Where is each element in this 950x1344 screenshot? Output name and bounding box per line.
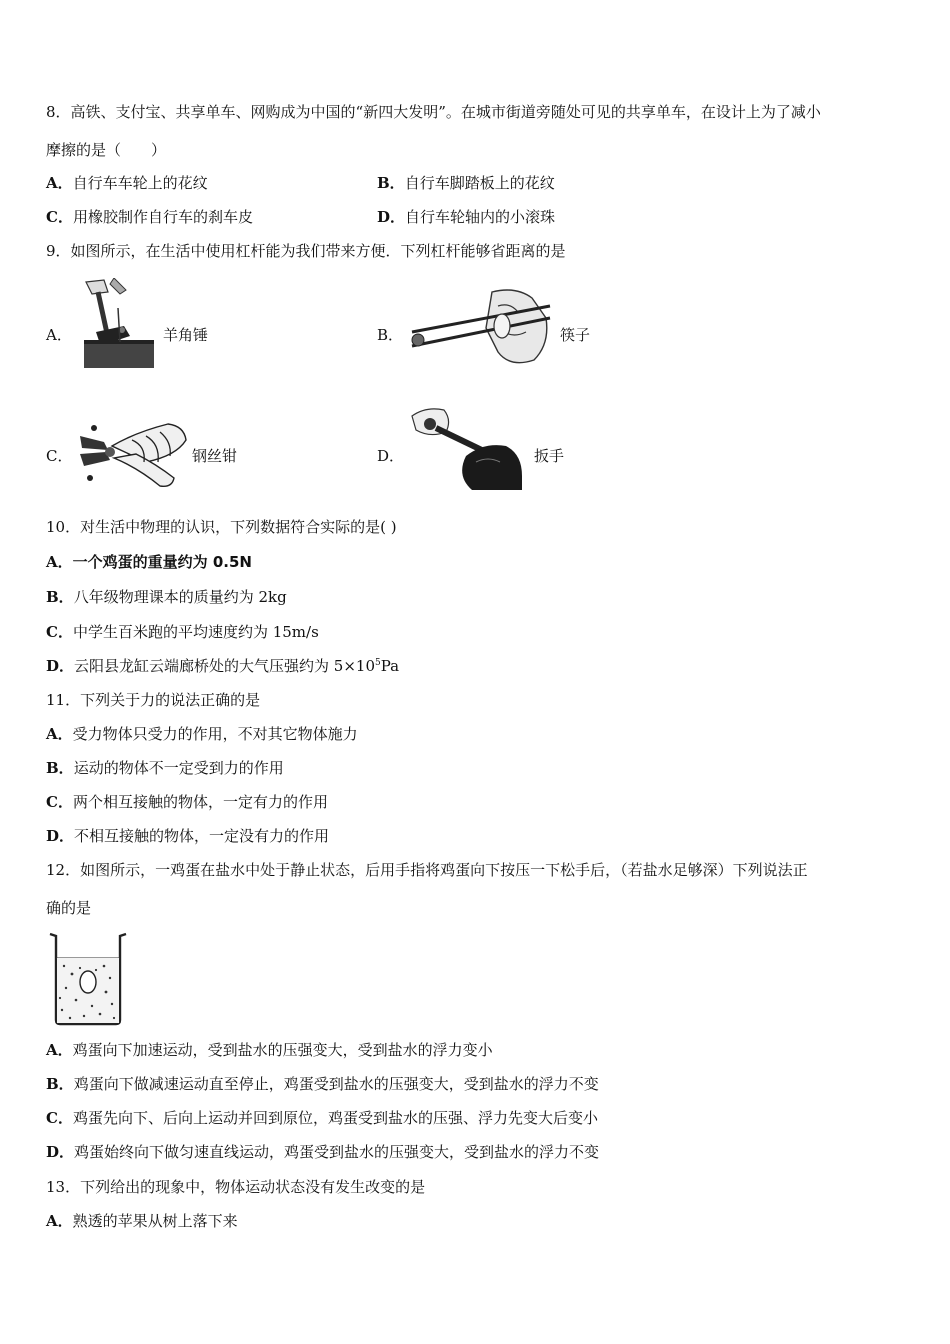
q12-option-c: [46, 1108, 598, 1128]
q12-option-d: [46, 1142, 599, 1162]
option-label: B．: [377, 174, 405, 192]
option-text: 不相互接触的物体，一定没有力的作用: [74, 827, 330, 845]
q9-option-b-text: 筷子: [560, 326, 591, 344]
option-label: D．: [46, 827, 75, 845]
q10-option-c: [46, 622, 319, 642]
q11-stem: 11．下列关于力的说法正确的是: [46, 691, 261, 709]
q10-stem: 10．对生活中物理的认识，下列数据符合实际的是( ): [46, 518, 397, 536]
option-text: 鸡蛋始终向下做匀速直线运动，鸡蛋受到盐水的压强变大，受到盐水的浮力不变: [74, 1143, 600, 1161]
option-text: 两个相互接触的物体，一定有力的作用: [72, 793, 328, 811]
wrench-figure: [406, 406, 526, 492]
option-label: B．: [46, 1075, 74, 1093]
q8-option-b: [377, 173, 555, 193]
option-text: 鸡蛋向下做减速运动直至停止，鸡蛋受到盐水的压强变大，受到盐水的浮力不变: [73, 1075, 599, 1093]
option-text: 中学生百米跑的平均速度约为 15m/s: [72, 623, 319, 641]
chopsticks-figure: [406, 288, 552, 368]
option-text: 云阳县龙缸云端廊桥处的大气压强约为 5×10: [74, 657, 375, 675]
q13-stem: 13．下列给出的现象中，物体运动状态没有发生改变的是: [46, 1178, 426, 1196]
q12-stem-line1: 12．如图所示，一鸡蛋在盐水中处于静止状态，后用手指将鸡蛋向下按压一下松手后，（若盐水足够深）下列说法正: [46, 861, 808, 879]
option-label: D．: [46, 657, 75, 675]
option-label: D．: [46, 1143, 75, 1161]
q9-stem: 9．如图所示，在生活中使用杠杆能为我们带来方便．下列杠杆能够省距离的是: [46, 242, 566, 260]
q9-option-d-text: 扳手: [534, 447, 565, 465]
option-text: 用橡胶制作自行车的刹车皮: [72, 208, 253, 226]
q8-option-d: [377, 207, 555, 227]
q8-stem-line1: 8．高铁、支付宝、共享单车、网购成为中国的“新四大发明”。在城市街道旁随处可见的共享单车，在设计上为了减小: [46, 103, 821, 121]
unit: Pa: [380, 657, 400, 675]
option-label: C．: [46, 1109, 73, 1127]
q13-option-a: [46, 1211, 238, 1231]
q8-stem-line2: 摩擦的是（ ）: [46, 141, 167, 159]
q12-option-b: [46, 1074, 599, 1094]
exponent: 5: [374, 658, 381, 668]
option-text: 受力物体只受力的作用，不对其它物体施力: [72, 725, 358, 743]
q11-option-c: [46, 792, 328, 812]
option-text: 自行车车轮上的花纹: [72, 174, 208, 192]
q11-option-b: [46, 758, 284, 778]
option-text: 自行车轮轴内的小滚珠: [405, 208, 556, 226]
option-text: 自行车脚踏板上的花纹: [404, 174, 555, 192]
option-text: 鸡蛋先向下、后向上运动并回到原位，鸡蛋受到盐水的压强、浮力先变大后变小: [72, 1109, 598, 1127]
q8-option-a: [46, 173, 208, 193]
option-label: B．: [46, 588, 74, 606]
q11-option-d: [46, 826, 329, 846]
wire-pliers-figure: [76, 416, 190, 492]
claw-hammer-figure: [78, 278, 158, 370]
option-label: A．: [46, 725, 73, 743]
q10-option-d: [46, 656, 399, 676]
q12-stem-line2: 确的是: [46, 899, 92, 917]
q10-option-a: [46, 552, 252, 572]
option-label: C．: [46, 623, 73, 641]
option-label: A．: [46, 174, 73, 192]
option-text: 熟透的苹果从树上落下来: [72, 1212, 238, 1230]
q9-option-c-label: C．: [46, 447, 73, 465]
option-label: C．: [46, 793, 73, 811]
option-label: A．: [46, 1212, 73, 1230]
option-label: B．: [46, 759, 74, 777]
q11-option-a: [46, 724, 358, 744]
q10-option-b: [46, 587, 287, 607]
q8-option-c: [46, 207, 253, 227]
q9-option-a-label: A．: [46, 326, 72, 344]
option-label: C．: [46, 208, 73, 226]
q9-option-b-label: B．: [377, 326, 404, 344]
q9-option-d-label: D．: [377, 447, 405, 465]
option-label: A．: [46, 553, 73, 571]
option-text: 运动的物体不一定受到力的作用: [73, 759, 284, 777]
option-label: A．: [46, 1041, 73, 1059]
option-text: 鸡蛋向下加速运动，受到盐水的压强变大，受到盐水的浮力变小: [72, 1041, 493, 1059]
option-label: D．: [377, 208, 406, 226]
option-text: 一个鸡蛋的重量约为 0.5N: [72, 553, 252, 571]
q12-option-a: [46, 1040, 493, 1060]
q9-option-c-text: 钢丝钳: [192, 447, 238, 465]
q9-option-a-text: 羊角锤: [163, 326, 209, 344]
option-text: 八年级物理课本的质量约为 2kg: [73, 588, 287, 606]
beaker-egg-figure: [48, 930, 128, 1026]
